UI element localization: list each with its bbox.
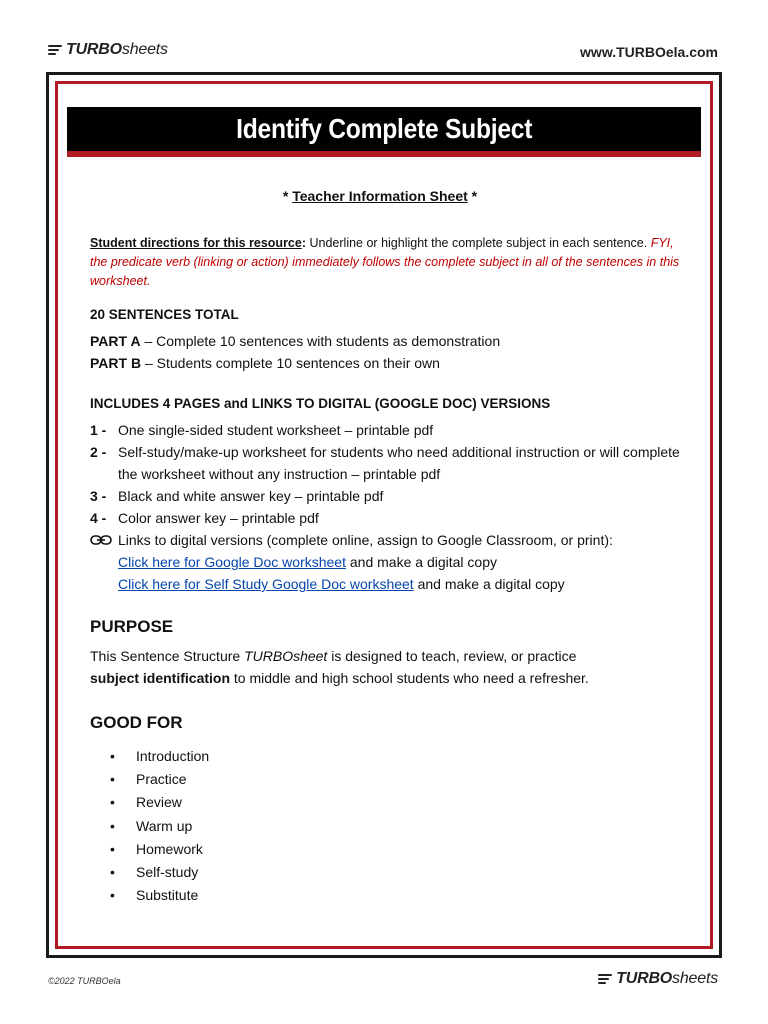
good-for-heading: GOOD FOR [90,713,183,732]
digital-text: Links to digital versions (complete online, assign to Google Classroom, or print): [118,532,613,548]
digital-links-item: Links to digital versions (complete online, assign to Google Classroom, or print): Click here for Google Doc worksheet and make a digital copy Click here for Self Study Google Doc worksheet and make a digital copy [90,529,680,595]
content-area [90,188,680,907]
list-item: 1 - One single-sided student worksheet – printable pdf [90,422,434,438]
directions-text: Underline or highlight the complete subject in each sentence. [309,236,648,250]
google-doc-link[interactable]: Click here for Google Doc worksheet [118,554,346,570]
list-item: 4 - Color answer key – printable pdf [90,510,319,526]
list-item: • Practice [110,771,187,788]
teacher-info-label: Teacher Information Sheet [292,188,468,204]
list-item: • Homework [110,840,203,857]
part-a: PART A – Complete 10 sentences with students as demonstration [90,333,501,349]
parts-list [90,330,680,374]
title-bar [67,107,701,157]
part-b: PART B – Students complete 10 sentences on their own [90,355,440,371]
speed-lines-icon [48,44,64,56]
sentences-total: 20 SENTENCES TOTAL [90,307,239,322]
list-item: • Warm up [110,817,193,834]
page-title: Identify Complete Subject [236,113,532,144]
logo-bold: TURBO [66,41,122,58]
teacher-info-heading: * Teacher Information Sheet * [282,188,478,204]
logo-rest: sheets [121,41,168,58]
includes-heading: INCLUDES 4 PAGES and LINKS TO DIGITAL (GOOGLE DOC) VERSIONS [90,396,551,411]
turbosheets-logo [48,41,168,59]
list-item: • Review [110,794,182,811]
self-study-doc-link[interactable]: Click here for Self Study Google Doc worksheet [118,576,414,592]
list-item: • Introduction [110,748,210,764]
student-directions: Student directions for this resource: Underline or highlight the complete subject in each sentence. FYI, the predicate verb (linking or action) immediately follows the complete subject in all of the sentences in this worksheet. [90,236,680,288]
includes-list [90,419,680,595]
header-url[interactable]: www.TURBOela.com [580,44,718,60]
directions-label: Student directions for this resource [90,236,302,250]
footer-logo: TURBOsheets [598,970,718,988]
link-icon [90,529,118,551]
directions-note: FYI, the predicate verb (linking or action) immediately follows the complete subject in all of the sentences in this worksheet. [90,236,680,288]
list-item: • Substitute [110,887,199,904]
list-item: • Self-study [110,864,199,881]
copyright: ©2022 TURBOela [48,976,121,986]
purpose-text: This Sentence Structure TURBOsheet is designed to teach, review, or practice subject identification to middle and high school students who need a refresher. [90,648,589,686]
good-for-list [90,745,680,907]
list-item: 3 - Black and white answer key – printable pdf [90,488,384,504]
speed-lines-icon [598,973,614,985]
purpose-heading: PURPOSE [90,617,174,636]
list-item: 2 - Self-study/make-up worksheet for students who need additional instruction or will complete the worksheet without any instruction – printable pdf [90,444,680,482]
